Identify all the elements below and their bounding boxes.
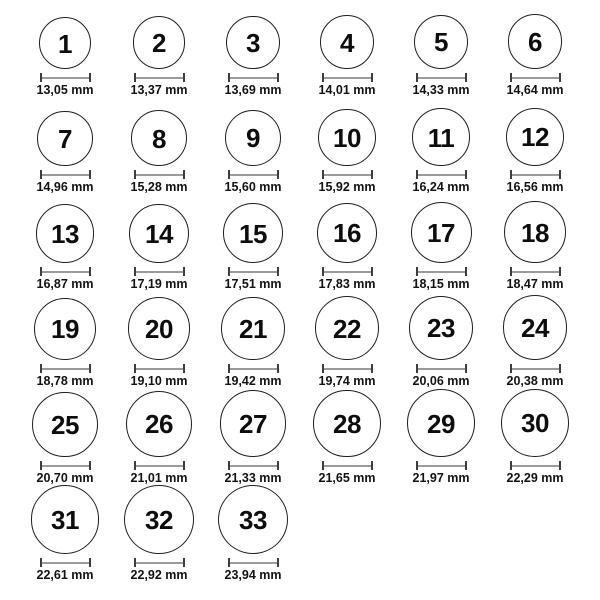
- measure-bar: [324, 465, 371, 467]
- chart-row: [18, 97, 582, 194]
- diameter-measure-line: [510, 364, 561, 373]
- ring-size-cell: [112, 194, 206, 291]
- ring-size-cell: [206, 485, 300, 582]
- ring-size-number: 14: [145, 218, 173, 249]
- ring-size-number: 2: [152, 28, 166, 59]
- ring-size-cell: [394, 388, 488, 485]
- ring-size-cell: [18, 291, 112, 388]
- ring-circle: [407, 389, 475, 457]
- measure-tick-right: [559, 461, 561, 470]
- ring-size-number: 24: [521, 313, 549, 344]
- ring-size-cell: [206, 97, 300, 194]
- ring-circle: [313, 390, 380, 457]
- ring-size-cell: [300, 0, 394, 97]
- ring-size-cell: [394, 0, 488, 97]
- ring-size-cell: [112, 485, 206, 582]
- ring-size-cell: [18, 0, 112, 97]
- ring-size-cell: [300, 97, 394, 194]
- measure-tick-right: [183, 267, 185, 276]
- ring-size-cell: [18, 97, 112, 194]
- ring-circle: [501, 389, 569, 457]
- diameter-label: 16,87 mm: [36, 277, 94, 291]
- ring-circle: [223, 203, 283, 263]
- measure-tick-right: [559, 73, 561, 82]
- measure-bar: [512, 465, 559, 467]
- diameter-measure-line: [40, 267, 91, 276]
- ring-size-number: 3: [246, 27, 260, 58]
- diameter-measure-line: [510, 267, 561, 276]
- diameter-label: 23,94 mm: [224, 568, 282, 582]
- diameter-label: 20,38 mm: [506, 374, 564, 388]
- diameter-label: 17,51 mm: [224, 277, 282, 291]
- diameter-label: 19,74 mm: [318, 374, 376, 388]
- ring-size-number: 10: [333, 122, 361, 153]
- diameter-label: 18,47 mm: [506, 277, 564, 291]
- diameter-measure-line: [40, 364, 91, 373]
- ring-size-cell: [112, 388, 206, 485]
- ring-circle: [39, 17, 91, 69]
- diameter-measure-line: [416, 267, 467, 276]
- ring-circle: [411, 202, 472, 263]
- ring-size-number: 12: [521, 122, 549, 153]
- chart-row: [18, 0, 582, 97]
- chart-row: [18, 291, 582, 388]
- measure-tick-right: [371, 170, 373, 179]
- ring-size-number: 4: [340, 27, 354, 58]
- ring-circle: [34, 298, 96, 360]
- diameter-measure-line: [510, 170, 561, 179]
- measure-tick-right: [277, 73, 279, 82]
- ring-size-cell: [300, 388, 394, 485]
- measure-bar: [42, 368, 89, 370]
- measure-tick-right: [559, 267, 561, 276]
- ring-circle: [503, 295, 568, 360]
- measure-bar: [136, 368, 183, 370]
- ring-circle: [504, 201, 566, 263]
- measure-bar: [230, 368, 277, 370]
- diameter-measure-line: [134, 461, 185, 470]
- ring-circle: [124, 485, 193, 554]
- chart-row: [18, 194, 582, 291]
- diameter-measure-line: [322, 267, 373, 276]
- measure-bar: [42, 77, 89, 79]
- ring-circle: [409, 296, 473, 360]
- diameter-label: 14,01 mm: [318, 83, 376, 97]
- ring-size-number: 18: [521, 217, 549, 248]
- ring-circle: [126, 391, 192, 457]
- diameter-measure-line: [134, 558, 185, 567]
- ring-size-number: 11: [427, 122, 455, 153]
- ring-size-number: 6: [528, 27, 542, 58]
- ring-size-number: 23: [427, 313, 455, 344]
- measure-bar: [136, 465, 183, 467]
- ring-circle: [31, 485, 100, 554]
- measure-tick-right: [277, 170, 279, 179]
- measure-bar: [418, 174, 465, 176]
- ring-size-cell: [300, 194, 394, 291]
- measure-bar: [230, 562, 277, 564]
- measure-bar: [324, 368, 371, 370]
- diameter-label: 16,24 mm: [412, 180, 470, 194]
- diameter-label: 15,92 mm: [318, 180, 376, 194]
- ring-size-number: 15: [239, 218, 267, 249]
- ring-size-cell: [206, 194, 300, 291]
- ring-circle: [129, 204, 188, 263]
- diameter-label: 18,15 mm: [412, 277, 470, 291]
- measure-bar: [136, 174, 183, 176]
- measure-tick-right: [465, 267, 467, 276]
- ring-size-number: 26: [145, 409, 173, 440]
- ring-circle: [320, 15, 374, 69]
- measure-tick-right: [183, 73, 185, 82]
- ring-size-cell: [488, 0, 582, 97]
- diameter-label: 13,69 mm: [224, 83, 282, 97]
- measure-bar: [418, 77, 465, 79]
- diameter-label: 14,64 mm: [506, 83, 564, 97]
- measure-tick-right: [89, 558, 91, 567]
- measure-tick-right: [89, 73, 91, 82]
- measure-tick-right: [277, 558, 279, 567]
- diameter-measure-line: [134, 267, 185, 276]
- ring-size-number: 5: [434, 27, 448, 58]
- diameter-label: 15,28 mm: [130, 180, 188, 194]
- measure-bar: [418, 271, 465, 273]
- diameter-measure-line: [228, 558, 279, 567]
- diameter-label: 19,42 mm: [224, 374, 282, 388]
- ring-size-number: 7: [58, 123, 72, 154]
- ring-size-number: 17: [427, 218, 455, 248]
- ring-size-number: 16: [333, 218, 361, 249]
- ring-circle: [412, 108, 470, 166]
- diameter-label: 13,37 mm: [130, 83, 188, 97]
- diameter-measure-line: [322, 73, 373, 82]
- ring-circle: [32, 392, 98, 458]
- diameter-measure-line: [134, 170, 185, 179]
- diameter-measure-line: [322, 461, 373, 470]
- ring-size-number: 27: [239, 409, 267, 440]
- measure-bar: [230, 465, 277, 467]
- diameter-measure-line: [228, 73, 279, 82]
- measure-tick-right: [371, 364, 373, 373]
- measure-bar: [324, 271, 371, 273]
- ring-size-number: 21: [239, 313, 267, 344]
- ring-circle: [221, 297, 284, 360]
- ring-size-cell: [112, 291, 206, 388]
- measure-bar: [512, 174, 559, 176]
- diameter-label: 21,01 mm: [130, 471, 188, 485]
- diameter-label: 22,29 mm: [506, 471, 564, 485]
- ring-circle: [36, 204, 95, 263]
- ring-size-cell: [18, 194, 112, 291]
- chart-row: [18, 485, 582, 582]
- measure-bar: [230, 174, 277, 176]
- diameter-label: 20,06 mm: [412, 374, 470, 388]
- measure-bar: [512, 77, 559, 79]
- diameter-label: 14,96 mm: [36, 180, 94, 194]
- measure-bar: [42, 271, 89, 273]
- diameter-measure-line: [134, 73, 185, 82]
- ring-circle: [225, 110, 282, 167]
- measure-tick-right: [465, 364, 467, 373]
- diameter-label: 19,10 mm: [130, 374, 188, 388]
- measure-bar: [42, 174, 89, 176]
- measure-bar: [42, 562, 89, 564]
- ring-circle: [226, 16, 279, 69]
- diameter-label: 16,56 mm: [506, 180, 564, 194]
- ring-size-cell: [488, 291, 582, 388]
- ring-size-number: 1: [58, 28, 72, 59]
- measure-bar: [512, 368, 559, 370]
- diameter-label: 22,61 mm: [36, 568, 94, 582]
- measure-bar: [324, 174, 371, 176]
- ring-circle: [37, 111, 92, 166]
- ring-size-cell: [488, 97, 582, 194]
- ring-size-number: 8: [152, 123, 166, 154]
- ring-size-cell: [206, 291, 300, 388]
- measure-tick-right: [277, 364, 279, 373]
- diameter-measure-line: [40, 170, 91, 179]
- diameter-measure-line: [416, 73, 467, 82]
- ring-size-cell: [206, 0, 300, 97]
- ring-circle: [318, 109, 375, 166]
- diameter-measure-line: [510, 461, 561, 470]
- measure-bar: [418, 465, 465, 467]
- ring-size-cell: [488, 388, 582, 485]
- ring-size-number: 32: [145, 505, 173, 535]
- chart-row: [18, 388, 582, 485]
- diameter-measure-line: [134, 364, 185, 373]
- diameter-measure-line: [416, 170, 467, 179]
- measure-bar: [42, 465, 89, 467]
- measure-bar: [418, 368, 465, 370]
- measure-tick-right: [371, 461, 373, 470]
- diameter-label: 14,33 mm: [412, 83, 470, 97]
- size-grid: [18, 0, 582, 582]
- measure-tick-right: [89, 267, 91, 276]
- measure-tick-right: [559, 170, 561, 179]
- ring-size-cell: [112, 0, 206, 97]
- diameter-label: 20,70 mm: [36, 471, 94, 485]
- ring-size-cell: [488, 194, 582, 291]
- diameter-measure-line: [228, 364, 279, 373]
- ring-circle: [414, 15, 468, 69]
- ring-size-number: 31: [51, 505, 79, 536]
- diameter-measure-line: [40, 558, 91, 567]
- measure-tick-right: [465, 73, 467, 82]
- ring-size-number: 13: [51, 219, 79, 250]
- diameter-measure-line: [40, 461, 91, 470]
- measure-tick-right: [183, 558, 185, 567]
- diameter-measure-line: [228, 170, 279, 179]
- ring-size-cell: [394, 97, 488, 194]
- ring-size-number: 29: [427, 408, 455, 439]
- ring-size-cell: [18, 388, 112, 485]
- measure-tick-right: [89, 461, 91, 470]
- diameter-label: 21,33 mm: [224, 471, 282, 485]
- ring-circle: [508, 14, 563, 69]
- diameter-measure-line: [322, 364, 373, 373]
- measure-tick-right: [89, 170, 91, 179]
- diameter-measure-line: [416, 364, 467, 373]
- ring-size-number: 9: [246, 123, 260, 154]
- ring-circle: [218, 485, 288, 554]
- measure-bar: [230, 77, 277, 79]
- diameter-measure-line: [322, 170, 373, 179]
- measure-bar: [136, 77, 183, 79]
- ring-size-cell: [394, 194, 488, 291]
- ring-circle: [315, 296, 379, 360]
- ring-size-cell: [112, 97, 206, 194]
- measure-tick-right: [183, 170, 185, 179]
- ring-circle: [506, 108, 564, 166]
- ring-circle: [317, 203, 377, 263]
- ring-size-number: 22: [333, 313, 361, 344]
- measure-tick-right: [371, 267, 373, 276]
- ring-size-number: 28: [333, 408, 361, 439]
- ring-circle: [220, 390, 287, 457]
- measure-tick-right: [371, 73, 373, 82]
- measure-tick-right: [559, 364, 561, 373]
- ring-size-number: 25: [51, 409, 79, 440]
- diameter-label: 22,92 mm: [130, 568, 188, 582]
- measure-tick-right: [465, 170, 467, 179]
- diameter-label: 21,65 mm: [318, 471, 376, 485]
- diameter-label: 17,83 mm: [318, 277, 376, 291]
- diameter-measure-line: [416, 461, 467, 470]
- measure-tick-right: [183, 461, 185, 470]
- diameter-measure-line: [510, 73, 561, 82]
- diameter-label: 18,78 mm: [36, 374, 94, 388]
- ring-size-cell: [18, 485, 112, 582]
- measure-bar: [512, 271, 559, 273]
- measure-tick-right: [89, 364, 91, 373]
- measure-tick-right: [183, 364, 185, 373]
- diameter-measure-line: [228, 461, 279, 470]
- diameter-label: 21,97 mm: [412, 471, 470, 485]
- ring-size-number: 19: [51, 314, 79, 345]
- ring-size-cell: [394, 291, 488, 388]
- diameter-label: 13,05 mm: [36, 83, 94, 97]
- diameter-label: 17,19 mm: [130, 277, 188, 291]
- measure-bar: [136, 271, 183, 273]
- measure-tick-right: [277, 461, 279, 470]
- ring-circle: [133, 16, 186, 69]
- diameter-measure-line: [40, 73, 91, 82]
- measure-bar: [230, 271, 277, 273]
- measure-tick-right: [465, 461, 467, 470]
- diameter-label: 15,60 mm: [224, 180, 282, 194]
- ring-circle: [128, 297, 191, 360]
- diameter-measure-line: [228, 267, 279, 276]
- ring-circle: [131, 110, 187, 166]
- measure-bar: [324, 77, 371, 79]
- measure-bar: [136, 562, 183, 564]
- ring-size-cell: [300, 291, 394, 388]
- ring-size-number: 33: [239, 505, 267, 535]
- ring-size-cell: [206, 388, 300, 485]
- measure-tick-right: [277, 267, 279, 276]
- ring-size-number: 20: [145, 314, 173, 345]
- ring-size-number: 30: [521, 408, 549, 439]
